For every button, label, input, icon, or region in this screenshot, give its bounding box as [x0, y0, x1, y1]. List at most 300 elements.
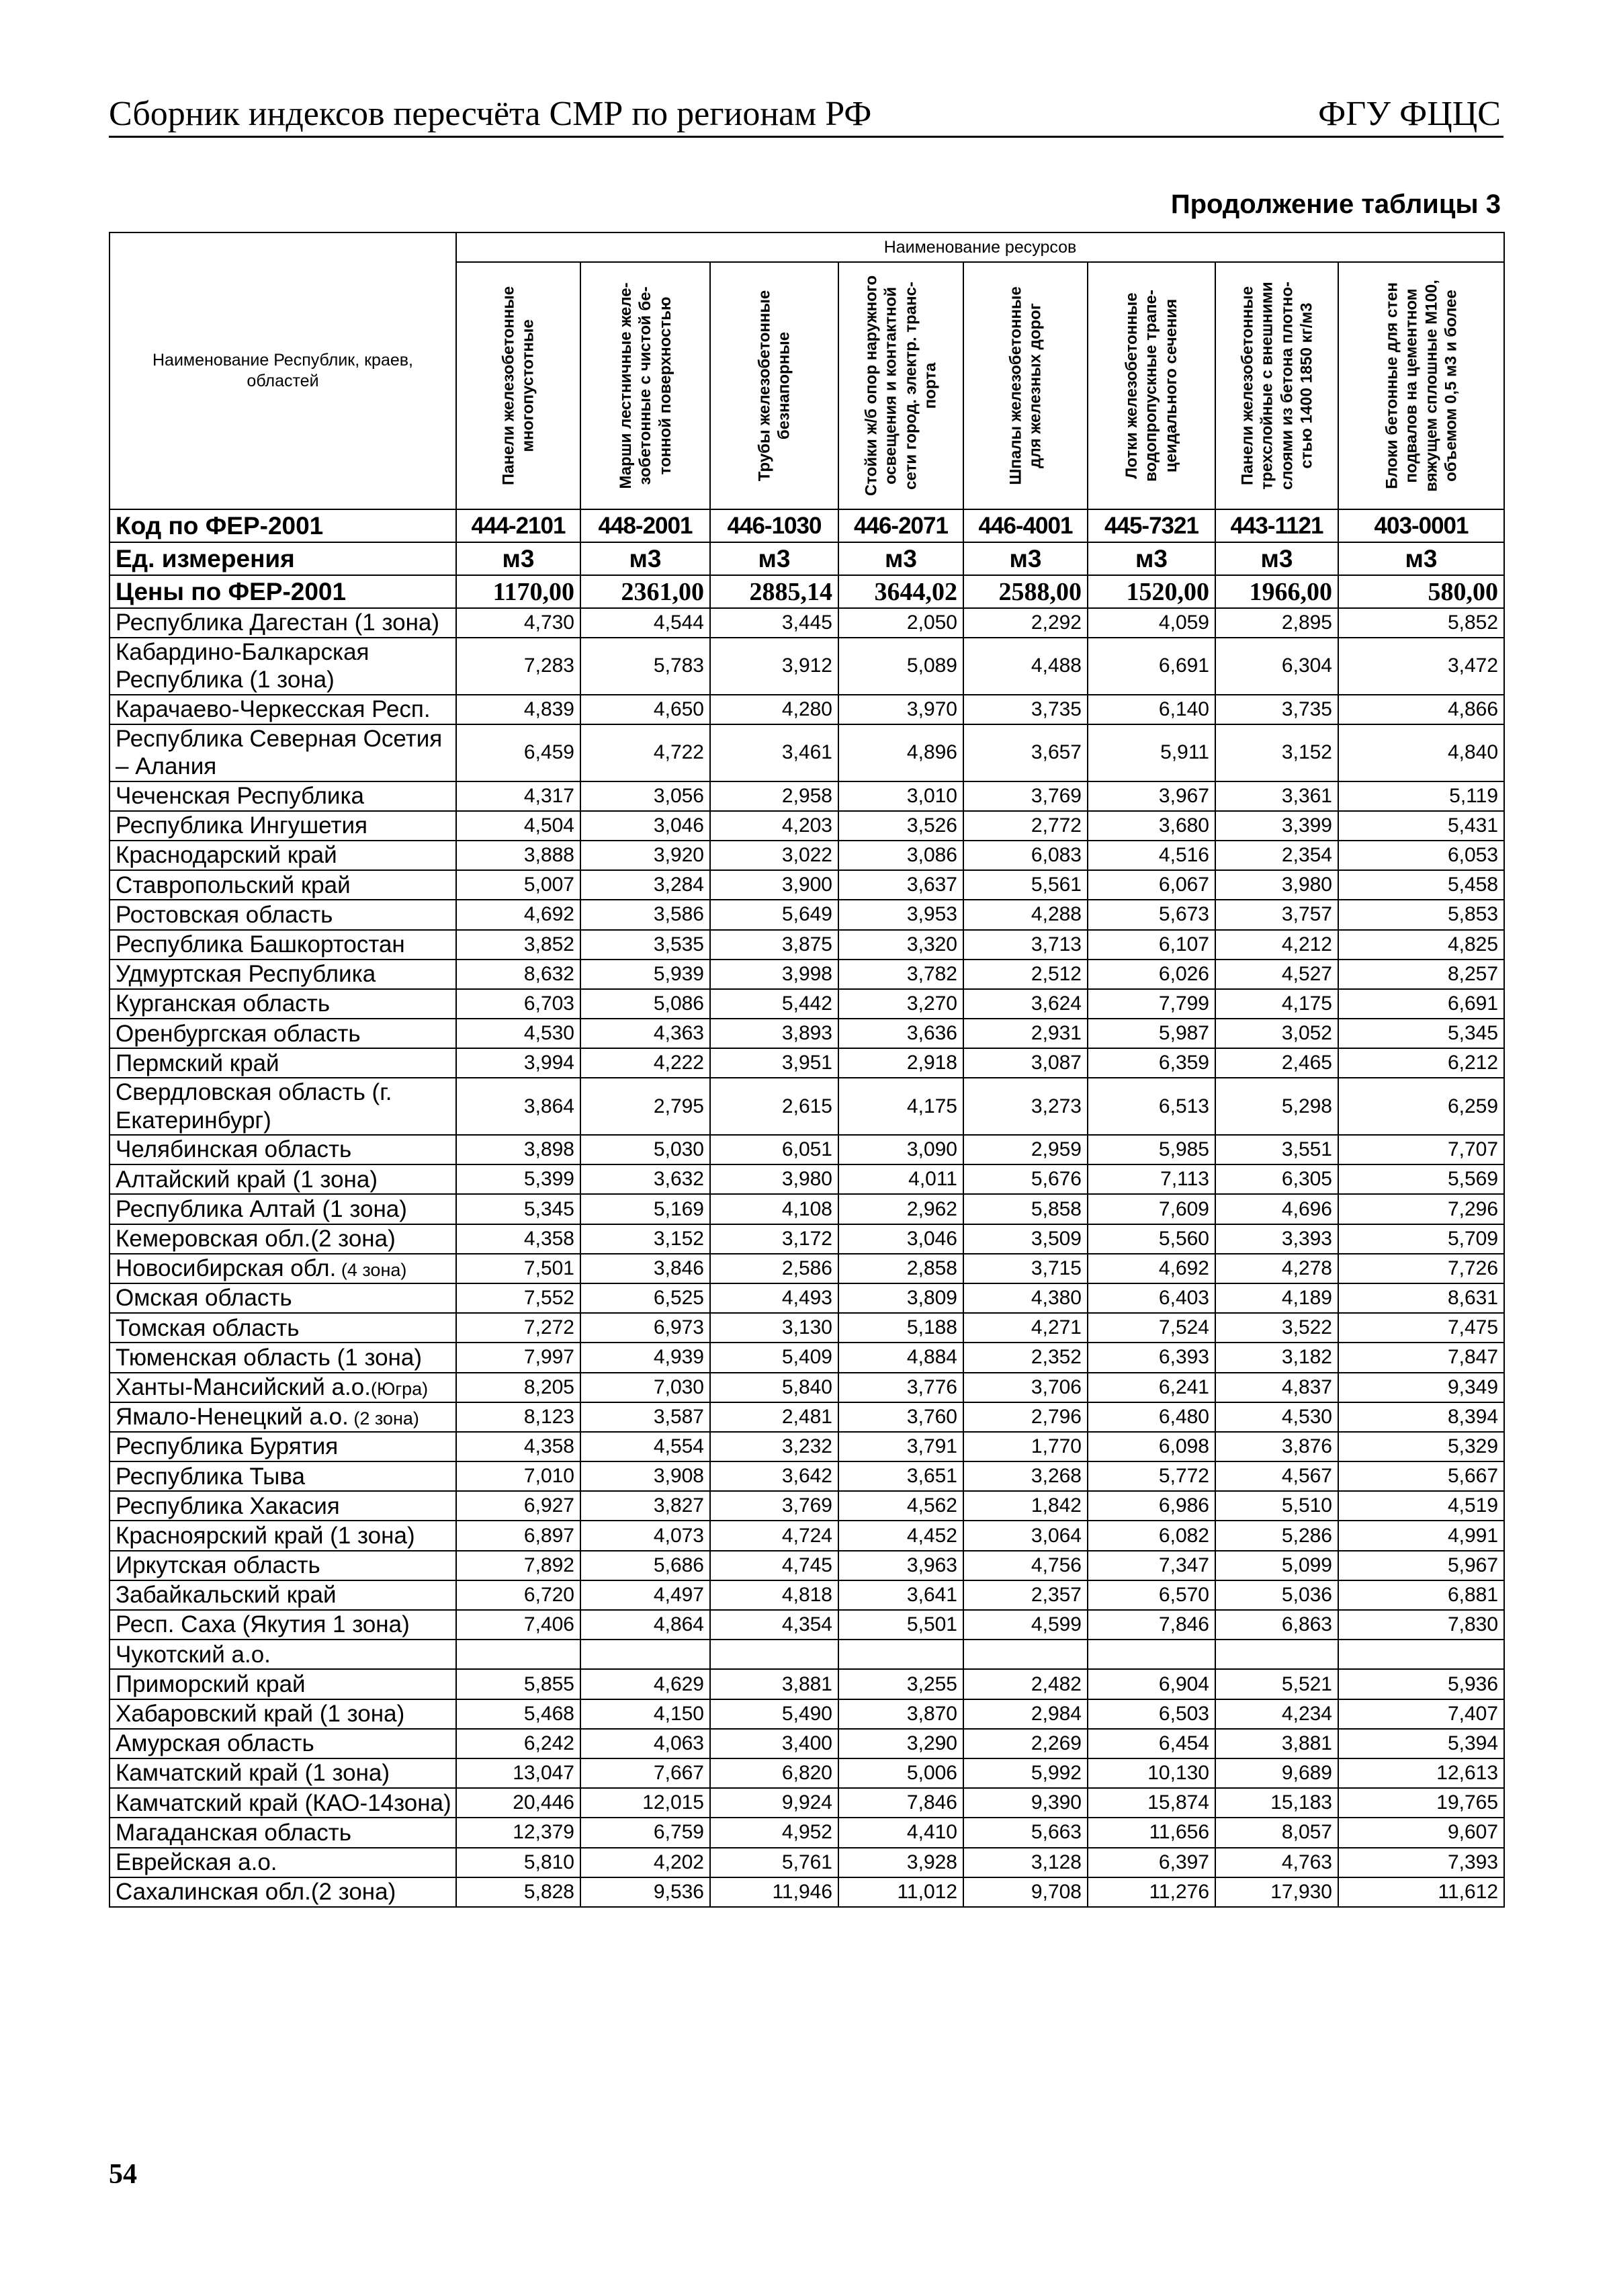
index-value: 6,904: [1088, 1669, 1215, 1699]
index-value: 4,722: [580, 724, 710, 781]
index-value: 5,783: [580, 638, 710, 695]
region-name: [110, 1491, 456, 1521]
index-value: 5,099: [1215, 1551, 1338, 1580]
region-name-text: Республика Северная Осетия – Алания: [116, 725, 443, 780]
region-name-text: Ставропольский край: [116, 871, 351, 898]
index-value: 3,172: [710, 1224, 838, 1254]
table-row: [110, 1313, 1504, 1343]
index-value: 4,504: [456, 811, 580, 841]
region-name-text: Оренбургская область: [116, 1020, 361, 1047]
index-value: 2,269: [963, 1729, 1088, 1758]
region-name-text: Иркутская область: [116, 1552, 320, 1579]
region-name: [110, 989, 456, 1019]
index-value: 4,059: [1088, 608, 1215, 638]
resource-column-header: [580, 262, 710, 509]
index-value: 6,863: [1215, 1610, 1338, 1640]
index-value: 7,830: [1338, 1610, 1504, 1640]
index-value: 8,394: [1338, 1402, 1504, 1432]
index-value: 5,673: [1088, 900, 1215, 929]
table-row: [110, 1551, 1504, 1580]
index-value: 3,980: [1215, 870, 1338, 900]
index-value: 4,073: [580, 1521, 710, 1550]
index-value: 5,286: [1215, 1521, 1338, 1550]
index-value: 7,892: [456, 1551, 580, 1580]
index-value: 5,985: [1088, 1135, 1215, 1164]
index-value: 7,552: [456, 1283, 580, 1313]
region-name: [110, 1610, 456, 1640]
index-value: 7,113: [1088, 1164, 1215, 1194]
price-cell: 2588,00: [963, 575, 1088, 608]
index-value: 3,587: [580, 1402, 710, 1432]
region-name: [110, 1078, 456, 1135]
table-row: [110, 1521, 1504, 1550]
header-divider: [109, 136, 1503, 138]
index-value: 6,107: [1088, 930, 1215, 960]
table-row: [110, 1788, 1504, 1818]
index-value: 3,522: [1215, 1313, 1338, 1343]
index-value: 3,908: [580, 1461, 710, 1491]
index-value: 4,530: [456, 1019, 580, 1048]
index-value: 4,599: [963, 1610, 1088, 1640]
table-row: [110, 1877, 1504, 1907]
table-row: [110, 1343, 1504, 1372]
index-value: 3,680: [1088, 811, 1215, 841]
index-value: 7,296: [1338, 1194, 1504, 1224]
index-value: 3,064: [963, 1521, 1088, 1550]
index-value: 4,991: [1338, 1521, 1504, 1550]
index-value: 6,986: [1088, 1491, 1215, 1521]
index-value: 2,795: [580, 1078, 710, 1135]
region-name-text: Магаданская область: [116, 1819, 352, 1846]
resource-column-header: [710, 262, 838, 509]
index-value: 7,846: [1088, 1610, 1215, 1640]
region-name-header: Наименование Республик, краев, областей: [110, 232, 456, 509]
resource-column-header: [1088, 262, 1215, 509]
table-row: [110, 724, 1504, 781]
index-value: 3,881: [1215, 1729, 1338, 1758]
index-value: 6,304: [1215, 638, 1338, 695]
index-value: 6,026: [1088, 960, 1215, 989]
region-name: [110, 638, 456, 695]
index-value: 2,586: [710, 1254, 838, 1283]
index-value: 5,431: [1338, 811, 1504, 841]
resources-group-header: Наименование ресурсов: [456, 232, 1504, 262]
region-name: [110, 1194, 456, 1224]
index-value: 9,689: [1215, 1758, 1338, 1788]
region-name-text: Республика Башкортостан: [116, 931, 405, 958]
region-name: [110, 1461, 456, 1491]
index-value: 3,642: [710, 1461, 838, 1491]
index-value: 7,799: [1088, 989, 1215, 1019]
index-value: 4,488: [963, 638, 1088, 695]
region-name-text: Республика Ингушетия: [116, 812, 368, 839]
index-value: 4,363: [580, 1019, 710, 1048]
region-name: [110, 1848, 456, 1877]
resource-column-label: Шпалы железобетонные для железных дорог: [1006, 286, 1045, 485]
index-value: 11,656: [1088, 1818, 1215, 1847]
index-value: 4,696: [1215, 1194, 1338, 1224]
index-value: 5,394: [1338, 1729, 1504, 1758]
region-name: [110, 608, 456, 638]
index-value: 3,586: [580, 900, 710, 929]
index-value: 12,379: [456, 1818, 580, 1847]
region-name: [110, 724, 456, 781]
index-value: 7,272: [456, 1313, 580, 1343]
index-value: 5,006: [838, 1758, 963, 1788]
index-value: 5,987: [1088, 1019, 1215, 1048]
index-value: 13,047: [456, 1758, 580, 1788]
index-value: 4,202: [580, 1848, 710, 1877]
index-value: 4,354: [710, 1610, 838, 1640]
index-value: 9,390: [963, 1788, 1088, 1818]
region-name-text: Респ. Саха (Якутия 1 зона): [116, 1611, 410, 1638]
price-cell: 1520,00: [1088, 575, 1215, 608]
index-value: 5,709: [1338, 1224, 1504, 1254]
index-value: 3,953: [838, 900, 963, 929]
region-name: [110, 1048, 456, 1078]
index-value: 7,524: [1088, 1313, 1215, 1343]
index-value: 6,067: [1088, 870, 1215, 900]
index-value: 5,119: [1338, 781, 1504, 811]
index-value: 6,480: [1088, 1402, 1215, 1432]
resource-column-header: [838, 262, 963, 509]
price-cell: 2361,00: [580, 575, 710, 608]
index-value: 3,046: [580, 811, 710, 841]
index-value: 4,837: [1215, 1373, 1338, 1402]
index-value: 7,030: [580, 1373, 710, 1402]
index-value: 3,255: [838, 1669, 963, 1699]
region-name-text: Республика Алтай (1 зона): [116, 1195, 407, 1222]
index-value: 2,357: [963, 1580, 1088, 1610]
fer-code-cell: 446-4001: [963, 509, 1088, 542]
index-value: 4,562: [838, 1491, 963, 1521]
index-value: 12,015: [580, 1788, 710, 1818]
index-value: 5,086: [580, 989, 710, 1019]
table-row: [110, 1254, 1504, 1283]
index-value: 6,140: [1088, 695, 1215, 724]
index-value: 7,707: [1338, 1135, 1504, 1164]
table-row: [110, 1669, 1504, 1699]
region-name: [110, 1699, 456, 1729]
index-value: 6,720: [456, 1580, 580, 1610]
index-value: 3,624: [963, 989, 1088, 1019]
index-value: 6,881: [1338, 1580, 1504, 1610]
index-value: 4,011: [838, 1164, 963, 1194]
region-name-text: Тюменская область (1 зона): [116, 1344, 423, 1371]
index-value: 4,317: [456, 781, 580, 811]
index-value: 4,452: [838, 1521, 963, 1550]
table-row: [110, 1491, 1504, 1521]
region-name-text: Ямало-Ненецкий а.о.: [116, 1404, 349, 1431]
table-row: [110, 1729, 1504, 1758]
index-value: 3,087: [963, 1048, 1088, 1078]
index-value: 3,912: [710, 638, 838, 695]
region-name: [110, 1432, 456, 1461]
resource-column-header: [1215, 262, 1338, 509]
index-value: 3,152: [1215, 724, 1338, 781]
region-name-text: Свердловская область (г. Екатеринбург): [116, 1079, 392, 1134]
index-value: [1338, 1640, 1504, 1669]
index-value: 3,651: [838, 1461, 963, 1491]
index-value: 2,918: [838, 1048, 963, 1078]
region-name: [110, 1254, 456, 1283]
index-value: 3,735: [963, 695, 1088, 724]
region-name-text: Республика Дагестан (1 зона): [116, 609, 440, 636]
index-value: 4,692: [456, 900, 580, 929]
region-name: [110, 1521, 456, 1550]
index-value: 3,963: [838, 1551, 963, 1580]
organization-name: ФГУ ФЦЦС: [1318, 95, 1501, 133]
index-value: 4,952: [710, 1818, 838, 1847]
index-value: 5,852: [1338, 608, 1504, 638]
index-value: 3,361: [1215, 781, 1338, 811]
region-name-text: Камчатский край (1 зона): [116, 1760, 390, 1787]
region-name-text: Пермский край: [116, 1050, 279, 1076]
index-value: 4,380: [963, 1283, 1088, 1313]
index-value: 9,708: [963, 1877, 1088, 1907]
region-name: [110, 1019, 456, 1048]
index-value: 2,481: [710, 1402, 838, 1432]
index-table: [109, 232, 1505, 1908]
region-name-text: Кемеровская обл.(2 зона): [116, 1226, 396, 1252]
index-value: 3,769: [963, 781, 1088, 811]
region-name-text: Амурская область: [116, 1730, 314, 1757]
index-value: 6,973: [580, 1313, 710, 1343]
region-name: [110, 1373, 456, 1402]
index-value: 3,876: [1215, 1432, 1338, 1461]
unit-label: Ед. измерения: [110, 542, 456, 575]
index-value: 5,855: [456, 1669, 580, 1699]
index-value: 8,205: [456, 1373, 580, 1402]
index-value: 6,359: [1088, 1048, 1215, 1078]
table-row: [110, 1640, 1504, 1669]
index-value: 5,298: [1215, 1078, 1338, 1135]
fer-code-cell: 444-2101: [456, 509, 580, 542]
index-value: 3,782: [838, 960, 963, 989]
index-value: 5,345: [456, 1194, 580, 1224]
region-name-suffix: (4 зона): [336, 1260, 407, 1281]
index-value: 4,288: [963, 900, 1088, 929]
unit-cell: м3: [838, 542, 963, 575]
page-number: 54: [109, 2159, 137, 2190]
region-name-text: Алтайский край (1 зона): [116, 1166, 378, 1193]
unit-cell: м3: [1088, 542, 1215, 575]
index-value: 4,278: [1215, 1254, 1338, 1283]
table-row: [110, 1818, 1504, 1847]
index-value: 3,715: [963, 1254, 1088, 1283]
index-value: 5,992: [963, 1758, 1088, 1788]
region-name: [110, 870, 456, 900]
index-value: 3,735: [1215, 695, 1338, 724]
index-value: 5,858: [963, 1194, 1088, 1224]
region-name: [110, 1788, 456, 1818]
index-value: 6,212: [1338, 1048, 1504, 1078]
region-name: [110, 1877, 456, 1907]
index-value: 5,030: [580, 1135, 710, 1164]
index-value: 2,984: [963, 1699, 1088, 1729]
table-row: [110, 1848, 1504, 1877]
index-value: 4,175: [838, 1078, 963, 1135]
index-value: 3,400: [710, 1729, 838, 1758]
region-name: [110, 960, 456, 989]
index-value: 11,012: [838, 1877, 963, 1907]
table-row: [110, 1402, 1504, 1432]
index-value: 5,329: [1338, 1432, 1504, 1461]
price-cell: 1170,00: [456, 575, 580, 608]
index-value: 4,839: [456, 695, 580, 724]
resource-column-label: Марши лестничные желе-зобетонные с чистой бе-тонной поверхностью: [616, 282, 674, 489]
index-value: 2,796: [963, 1402, 1088, 1432]
table-row: [110, 1432, 1504, 1461]
index-value: 5,345: [1338, 1019, 1504, 1048]
index-value: 5,772: [1088, 1461, 1215, 1491]
unit-cell: м3: [1338, 542, 1504, 575]
index-value: 5,510: [1215, 1491, 1338, 1521]
region-name: [110, 811, 456, 841]
index-value: 7,393: [1338, 1848, 1504, 1877]
index-value: 3,284: [580, 870, 710, 900]
region-name-suffix: (Югра): [370, 1378, 429, 1399]
index-value: 3,086: [838, 841, 963, 870]
index-value: 4,222: [580, 1048, 710, 1078]
index-value: 5,663: [963, 1818, 1088, 1847]
index-value: 15,874: [1088, 1788, 1215, 1818]
index-value: 5,442: [710, 989, 838, 1019]
index-value: 7,010: [456, 1461, 580, 1491]
index-value: 4,530: [1215, 1402, 1338, 1432]
index-value: 5,569: [1338, 1164, 1504, 1194]
index-value: [963, 1640, 1088, 1669]
index-value: 5,939: [580, 960, 710, 989]
fer-code-cell: 446-1030: [710, 509, 838, 542]
index-value: 5,761: [710, 1848, 838, 1877]
index-value: 2,931: [963, 1019, 1088, 1048]
unit-cell: м3: [710, 542, 838, 575]
index-value: 3,056: [580, 781, 710, 811]
index-value: [456, 1640, 580, 1669]
table-row: [110, 989, 1504, 1019]
index-value: 2,772: [963, 811, 1088, 841]
fer-code-cell: 445-7321: [1088, 509, 1215, 542]
index-value: 5,409: [710, 1343, 838, 1372]
region-name-text: Краснодарский край: [116, 842, 337, 869]
index-value: 7,406: [456, 1610, 580, 1640]
table-row: [110, 1019, 1504, 1048]
index-value: 7,407: [1338, 1699, 1504, 1729]
index-value: 3,128: [963, 1848, 1088, 1877]
index-value: 5,560: [1088, 1224, 1215, 1254]
index-value: 6,897: [456, 1521, 580, 1550]
index-value: 3,399: [1215, 811, 1338, 841]
region-name-text: Чукотский а.о.: [116, 1641, 271, 1668]
index-value: 3,657: [963, 724, 1088, 781]
index-value: 6,503: [1088, 1699, 1215, 1729]
index-value: 11,276: [1088, 1877, 1215, 1907]
index-value: 6,082: [1088, 1521, 1215, 1550]
table-row: [110, 1048, 1504, 1078]
index-value: 8,057: [1215, 1818, 1338, 1847]
index-value: 7,846: [838, 1788, 963, 1818]
index-value: 4,544: [580, 608, 710, 638]
index-value: 7,475: [1338, 1313, 1504, 1343]
index-value: 3,046: [838, 1224, 963, 1254]
region-name: [110, 1551, 456, 1580]
index-value: 2,354: [1215, 841, 1338, 870]
index-value: 6,053: [1338, 841, 1504, 870]
index-value: 3,320: [838, 930, 963, 960]
table-body: [110, 509, 1504, 1907]
index-value: 3,393: [1215, 1224, 1338, 1254]
index-value: 3,852: [456, 930, 580, 960]
region-name: [110, 1729, 456, 1758]
index-value: 4,271: [963, 1313, 1088, 1343]
index-value: 4,567: [1215, 1461, 1338, 1491]
region-name-text: Республика Тыва: [116, 1463, 305, 1490]
index-value: 3,290: [838, 1729, 963, 1758]
region-name: [110, 1669, 456, 1699]
index-value: 4,175: [1215, 989, 1338, 1019]
code-label: Код по ФЕР-2001: [110, 509, 456, 542]
table-row: [110, 1224, 1504, 1254]
region-name-text: Омская область: [116, 1285, 292, 1312]
index-value: 3,022: [710, 841, 838, 870]
index-value: 4,212: [1215, 930, 1338, 960]
index-value: 4,864: [580, 1610, 710, 1640]
index-value: 4,497: [580, 1580, 710, 1610]
resource-column-label: Панели железобетонные многопустотные: [499, 286, 537, 486]
index-value: 5,686: [580, 1551, 710, 1580]
region-name: [110, 1343, 456, 1372]
fer-code-cell: 446-2071: [838, 509, 963, 542]
unit-cell: м3: [1215, 542, 1338, 575]
index-value: 3,535: [580, 930, 710, 960]
fer-code-cell: 448-2001: [580, 509, 710, 542]
index-value: 7,501: [456, 1254, 580, 1283]
index-value: 3,970: [838, 695, 963, 724]
table-row: [110, 1758, 1504, 1788]
index-value: 6,393: [1088, 1343, 1215, 1372]
index-value: 4,150: [580, 1699, 710, 1729]
index-value: 4,818: [710, 1580, 838, 1610]
index-value: 5,936: [1338, 1669, 1504, 1699]
region-name-text: Хабаровский край (1 зона): [116, 1701, 405, 1728]
index-value: 11,612: [1338, 1877, 1504, 1907]
index-value: 3,090: [838, 1135, 963, 1164]
index-value: 6,397: [1088, 1848, 1215, 1877]
table-row: [110, 930, 1504, 960]
index-value: 3,232: [710, 1432, 838, 1461]
resource-column-header: [456, 262, 580, 509]
region-name-text: Челябинская область: [116, 1136, 352, 1163]
fer-code-cell: 443-1121: [1215, 509, 1338, 542]
table-row: [110, 1164, 1504, 1194]
index-value: 3,636: [838, 1019, 963, 1048]
index-value: 8,123: [456, 1402, 580, 1432]
index-value: 4,203: [710, 811, 838, 841]
index-value: 3,509: [963, 1224, 1088, 1254]
table-row: [110, 695, 1504, 724]
index-value: 3,445: [710, 608, 838, 638]
index-value: 5,649: [710, 900, 838, 929]
index-value: 3,010: [838, 781, 963, 811]
region-name-text: Еврейская а.о.: [116, 1848, 277, 1875]
index-value: 3,875: [710, 930, 838, 960]
index-value: 6,305: [1215, 1164, 1338, 1194]
index-value: 3,472: [1338, 638, 1504, 695]
index-value: 6,703: [456, 989, 580, 1019]
index-value: 17,930: [1215, 1877, 1338, 1907]
index-value: 5,007: [456, 870, 580, 900]
